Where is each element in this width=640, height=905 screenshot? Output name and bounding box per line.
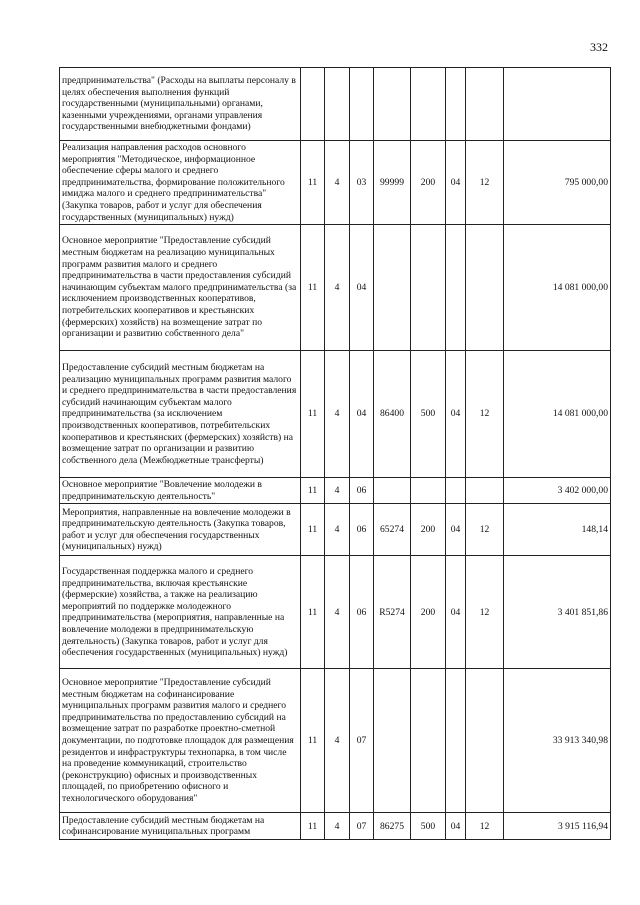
- code-cell: 86275: [374, 813, 411, 840]
- amount-cell: 148,14: [504, 504, 611, 556]
- table-row: [60, 669, 611, 813]
- amount-cell: 33 913 340,98: [504, 669, 611, 813]
- code-cell: [374, 68, 411, 141]
- code-cell: 11: [301, 669, 325, 813]
- row-description: Государственная поддержка малого и среднего предпринимательства, включая крестьянские (фермерские) хозяйства, а также на реализацию мероприятий по поддержке молодежного предпринимательства (мероприятия, направленные на вовлечение молодежи в предпринимательскую деятельность) (Закупка товаров, работ и услуг для обеспечения государственных (муниципальных) нужд): [60, 556, 301, 669]
- code-cell: [466, 225, 504, 351]
- code-cell: 12: [466, 351, 504, 478]
- code-cell: [446, 669, 466, 813]
- code-cell: [301, 68, 325, 141]
- code-cell: 4: [325, 813, 350, 840]
- row-description: Предоставление субсидий местным бюджетам на реализацию муниципальных программ развития малого и среднего предпринимательства в части предоставления субсидий начинающим субъектам малого предпринимательства (за исключением производственных кооперативов, потребительских кооперативов и крестьянских (фермерских) хозяйств) на возмещение затрат по организации и развитию собственного дела (Межбюджетные трансферты): [60, 351, 301, 478]
- amount-cell: 14 081 000,00: [504, 351, 611, 478]
- code-cell: 11: [301, 225, 325, 351]
- code-cell: [374, 478, 411, 504]
- code-cell: R5274: [374, 556, 411, 669]
- code-cell: 04: [446, 141, 466, 225]
- code-cell: 12: [466, 556, 504, 669]
- code-cell: 4: [325, 556, 350, 669]
- code-cell: 11: [301, 141, 325, 225]
- code-cell: 200: [411, 556, 446, 669]
- amount-cell: 795 000,00: [504, 141, 611, 225]
- code-cell: 12: [466, 141, 504, 225]
- code-cell: 06: [350, 556, 374, 669]
- code-cell: 11: [301, 556, 325, 669]
- row-description: Реализация направления расходов основного мероприятия "Методическое, информационное обеспечение сферы малого и среднего предпринимательства, формирование положительного имиджа малого и среднего предпринимательства" (Закупка товаров, работ и услуг для обеспечения государственных (муниципальных) нужд): [60, 141, 301, 225]
- code-cell: [446, 68, 466, 141]
- code-cell: [411, 225, 446, 351]
- code-cell: 11: [301, 504, 325, 556]
- code-cell: 11: [301, 813, 325, 840]
- code-cell: 99999: [374, 141, 411, 225]
- budget-table: [59, 67, 611, 840]
- table-row: [60, 225, 611, 351]
- code-cell: 03: [350, 141, 374, 225]
- amount-cell: 3 915 116,94: [504, 813, 611, 840]
- amount-cell: 3 402 000,00: [504, 478, 611, 504]
- code-cell: [466, 68, 504, 141]
- code-cell: 04: [446, 556, 466, 669]
- code-cell: [466, 669, 504, 813]
- row-description: Основное мероприятие "Вовлечение молодежи в предпринимательскую деятельность": [60, 478, 301, 504]
- table-row: [60, 813, 611, 840]
- code-cell: 04: [446, 504, 466, 556]
- code-cell: 11: [301, 478, 325, 504]
- code-cell: [374, 225, 411, 351]
- table-row: [60, 556, 611, 669]
- code-cell: 4: [325, 478, 350, 504]
- code-cell: 4: [325, 351, 350, 478]
- row-description: Основное мероприятие "Предоставление субсидий местным бюджетам на софинансирование муниципальных программ развития малого и среднего предпринимательства по предоставлению субсидий на возмещение затрат по разработке проектно-сметной документации, по подготовке площадок для размещения резидентов и инфраструктуры технопарка, в том числе на проведение коммуникаций, строительство (реконструкцию) офисных и производственных площадей, по приобретению офисного и технологического оборудования": [60, 669, 301, 813]
- code-cell: 500: [411, 813, 446, 840]
- code-cell: 04: [350, 225, 374, 351]
- code-cell: 04: [350, 351, 374, 478]
- code-cell: 200: [411, 504, 446, 556]
- code-cell: [350, 68, 374, 141]
- code-cell: 04: [446, 351, 466, 478]
- table-row: [60, 68, 611, 141]
- code-cell: 4: [325, 504, 350, 556]
- code-cell: [446, 478, 466, 504]
- code-cell: 12: [466, 813, 504, 840]
- code-cell: 500: [411, 351, 446, 478]
- amount-cell: [504, 68, 611, 141]
- page-number: 332: [590, 40, 608, 54]
- code-cell: [411, 68, 446, 141]
- code-cell: 07: [350, 813, 374, 840]
- code-cell: [411, 478, 446, 504]
- amount-cell: 3 401 851,86: [504, 556, 611, 669]
- code-cell: 86400: [374, 351, 411, 478]
- table-row: [60, 141, 611, 225]
- code-cell: 06: [350, 504, 374, 556]
- row-description: Предоставление субсидий местным бюджетам на софинансирование муниципальных программ: [60, 813, 301, 840]
- code-cell: 200: [411, 141, 446, 225]
- row-description: Основное мероприятие "Предоставление субсидий местным бюджетам на реализацию муниципальных программ развития малого и среднего предпринимательства в части предоставления субсидий начинающим субъектам малого предпринимательства (за исключением производственных кооперативов, потребительских кооперативов и крестьянских (фермерских) хозяйств) на возмещение затрат по организации и развитию собственного дела": [60, 225, 301, 351]
- code-cell: 12: [466, 504, 504, 556]
- code-cell: 4: [325, 669, 350, 813]
- code-cell: [411, 669, 446, 813]
- code-cell: 4: [325, 225, 350, 351]
- code-cell: 65274: [374, 504, 411, 556]
- table-row: [60, 478, 611, 504]
- row-description: Мероприятия, направленные на вовлечение молодежи в предпринимательскую деятельность (Закупка товаров, работ и услуг для обеспечения государственных (муниципальных) нужд): [60, 504, 301, 556]
- code-cell: 04: [446, 813, 466, 840]
- code-cell: 4: [325, 141, 350, 225]
- code-cell: 06: [350, 478, 374, 504]
- code-cell: [466, 478, 504, 504]
- code-cell: [446, 225, 466, 351]
- table-row: [60, 504, 611, 556]
- code-cell: 11: [301, 351, 325, 478]
- code-cell: [374, 669, 411, 813]
- row-description: предпринимательства" (Расходы на выплаты персоналу в целях обеспечения выполнения функций государственными (муниципальными) органами, казенными учреждениями, органами управления государственными внебюджетными фондами): [60, 68, 301, 141]
- code-cell: 07: [350, 669, 374, 813]
- table-row: [60, 351, 611, 478]
- amount-cell: 14 081 000,00: [504, 225, 611, 351]
- code-cell: [325, 68, 350, 141]
